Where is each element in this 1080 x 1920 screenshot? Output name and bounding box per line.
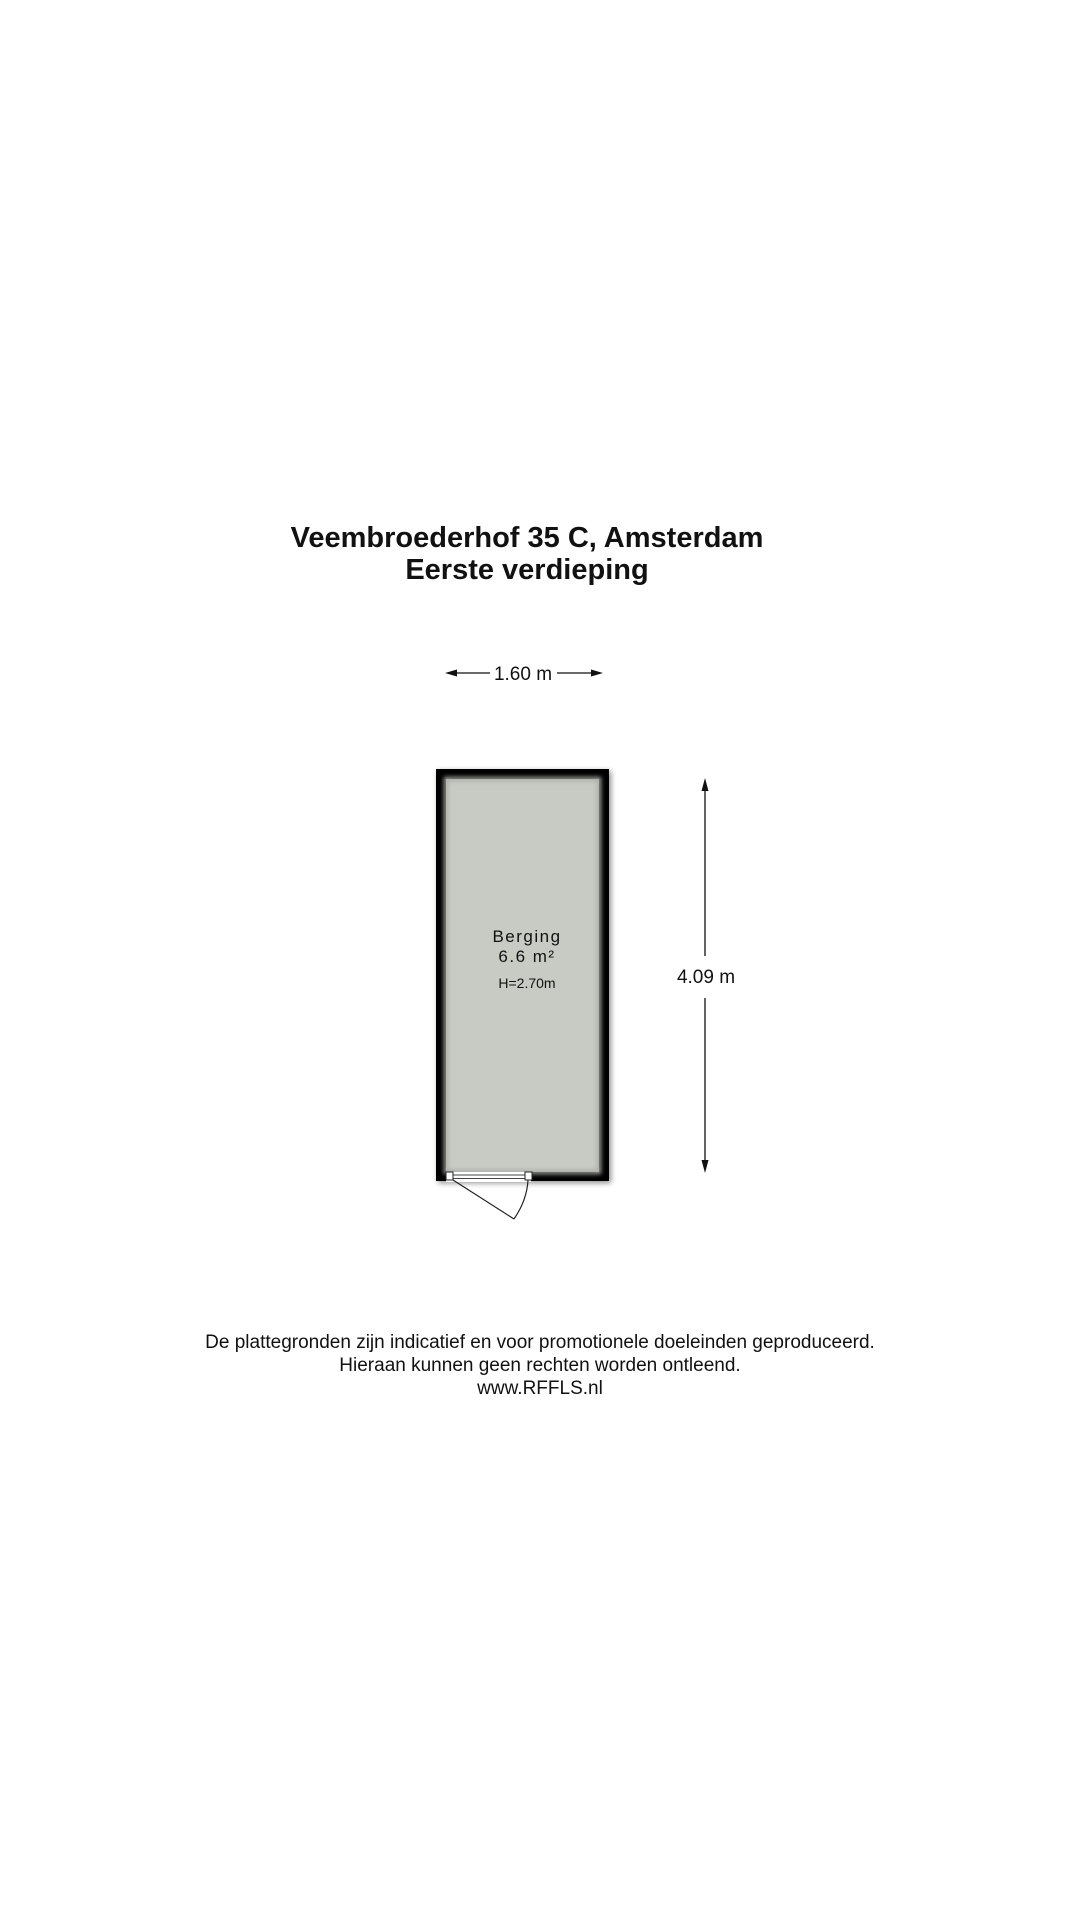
depth-dimension [677,778,735,1173]
width-dimension [445,664,603,685]
depth-label: 4.09 m [676,967,736,988]
disclaimer-line-2: Hieraan kunnen geen rechten worden ontleend. [339,1355,741,1376]
door-leaf [453,1180,514,1219]
room-name: Berging [492,927,562,946]
door-swing-arc [514,1180,528,1219]
width-arrowhead-right-icon [591,670,603,677]
floor-title: Eerste verdieping [405,554,649,586]
room-area: 6.6 m² [498,947,556,966]
width-arrowhead-left-icon [445,670,457,677]
depth-arrowhead-bottom-icon [702,1160,709,1173]
address-title: Veembroederhof 35 C, Amsterdam [290,522,764,554]
disclaimer-line-1: De plattegronden zijn indicatief en voor promotionele doeleinden geproduceerd. [205,1332,875,1353]
door-opening [446,1172,531,1182]
room-berging [436,769,609,1219]
room-height: H=2.70m [498,975,556,991]
door-jamb-right [525,1172,532,1180]
width-label: 1.60 m [493,664,553,685]
website-link: www.RFFLS.nl [477,1378,603,1399]
disclaimer [0,1331,1080,1400]
depth-arrowhead-top-icon [702,778,709,791]
door-jamb-left [446,1172,453,1180]
